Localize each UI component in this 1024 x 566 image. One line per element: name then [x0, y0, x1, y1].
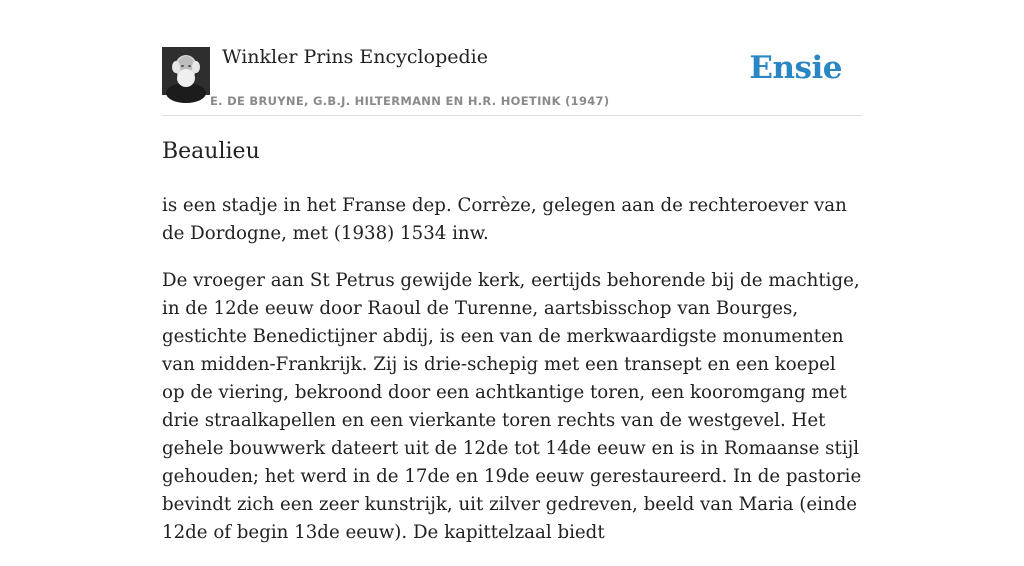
- source-title[interactable]: Winkler Prins Encyclopedie: [222, 46, 488, 68]
- article-paragraph: is een stadje in het Franse dep. Corrèze, gelegen aan de rechteroever van de Dordogne, met (1938) 1534 inw.: [162, 195, 847, 244]
- article-title: Beaulieu: [162, 139, 260, 164]
- article-body: [162, 192, 862, 566]
- source-authors: E. DE BRUYNE, G.B.J. HILTERMANN EN H.R. HOETINK (1947): [210, 94, 610, 108]
- source-header: [162, 44, 862, 116]
- author-avatar[interactable]: [162, 47, 210, 95]
- portrait-icon: [162, 47, 210, 95]
- ensie-logo[interactable]: Ensie: [749, 50, 842, 86]
- article-paragraph: De vroeger aan St Petrus gewijde kerk, eertijds behorende bij de machtige, in de 12de eeuw door Raoul de Turenne, aartsbisschop van Bourges, gestichte Benedictijner abdij, is een van de merkwaardigste monumenten van midden-Frankrijk. Zij is drie-schepig met een transept en een koepel op de viering, bekroond door een achtkantige toren, een kooromgang met drie straalkapellen en een vierkante toren rechts van de westgevel. Het gehele bouwwerk dateert uit de 12de tot 14de eeuw en is in Romaanse stijl gehouden; het werd in de 17de en 19de eeuw gerestaureerd. In de pastorie bevindt zich een zeer kunstrijk, uit zilver gedreven, beeld van Maria (einde 12de of begin 13de eeuw). De kapittelzaal biedt: [162, 270, 862, 543]
